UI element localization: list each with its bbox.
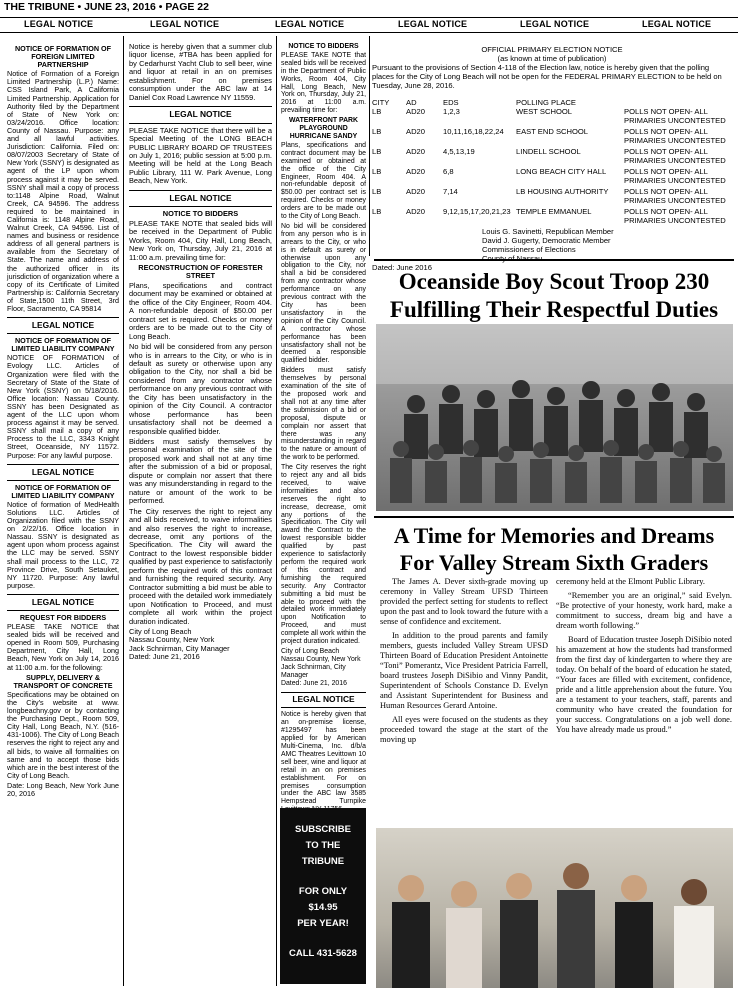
table-cell: 9,12,15,17,20,21,23 [443,207,511,216]
column-divider [369,36,370,256]
students-photo-figures [376,828,733,988]
column-divider [276,36,277,986]
notice-body: PLEASE TAKE NOTICE that sealed bids will be received and opened in Room 509, Purchasing Department, City Hall, Long Beach, New York on July 14, 2016 at 11:00 a.m. for the following: [7,622,119,672]
notice-title: NOTICE OF FORMATION OF FOREIGN LIMITED PARTNERSHIP [14,44,112,70]
table-cell: 1,2,3 [443,107,460,116]
table-row [372,147,732,167]
election-subtitle: (as known at time of publication) [497,54,607,63]
notice-body: Notice is hereby given that a summer club liquor license, #TBA has been applied for by Cedarhurst Yacht Club to sell beer, wine and liquor at retail in an on premises establishment. For on premises consumption under the ABC law at 14 Daniel Cox Road Lawrence NY 11559. [129,42,272,102]
table-row [372,187,732,207]
headline-line: A Time for Memories and Dreams [393,523,715,548]
divider [129,206,272,207]
notice-body: Plans, specifications and contract document may be examined or obtained at the office of the City Engineer, Room 404. A non-refundable deposit of $50.00 per contract set is required. Checks or money orders are to be made out to the City of Long Beach. [129,280,272,341]
signature-line: Commissioners of Elections [482,245,576,254]
table-cell: POLLS NOT OPEN- ALL PRIMARIES UNCONTESTED [624,207,726,225]
divider [129,106,272,107]
divider [281,692,366,693]
notice-title: NOTICE OF FORMATION OF LIMITED LIABILITY COMPANY [11,482,115,500]
legal-notice-label: LEGAL NOTICE [169,192,232,203]
story-column-left [380,577,548,749]
signature-line: City of Long Beach [281,647,340,655]
table-cell: AD20 [406,107,425,116]
polling-table [372,98,732,227]
table-cell: WEST SCHOOL [516,107,572,116]
table-cell: LB [372,167,382,176]
table-row [372,107,732,127]
notice-title: REQUEST FOR BIDDERS [19,613,107,622]
table-header-row [372,98,732,107]
signature-line: Nassau County, New York [129,635,215,645]
legal-column-2 [129,36,272,986]
scout-troop-photo [376,324,733,511]
column-header [624,98,732,107]
table-cell: 7,14 [443,187,458,196]
notice-body: No bid will be considered from any person who is in arrears to the City, or who is in default as surety or otherwise upon any obligation to the City, nor shall a bid be considered from any contractor whose performance on any previous contract with the City has been unsatisfactory in the opinion of the City Council. A contractor whose performance has been unsatisfactory shall not be deemed a responsible qualified bidder. [281,222,366,365]
table-cell: EAST END SCHOOL [516,127,589,136]
section-rule [374,259,734,261]
story-column-right [556,577,732,739]
table-cell: LB [372,107,382,116]
election-title: OFFICIAL PRIMARY ELECTION NOTICE [481,45,623,54]
notice-body: The City reserves the right to reject any and all bids received, to waive informalities and also reserves the right to increase, decrease, omit any portions of the Specification. The City will award the Contract to the lowest responsible bidder qualified by past experience to satisfactorily perform the required work of this contract and furnishing the required security. Any Contractor submitting a bid must be able to proceed with the detailed work immediately upon Notification to Proceed, and must complete all work within the project duration indicated. [281,464,366,646]
legal-column-3 [281,36,366,806]
subscribe-line: PER YEAR! [297,918,349,929]
story-paragraph: In addition to the proud parents and family members, guests included Valley Stream UFSD Thirteen Board of Education President Antoinette “Toni” Pomerantz, Vice President Patricia Farrell, board trustees Joseph DiSibio and Vinny Pandit, Superintendent of Schools Constance D. Evelyn and Assistant Superintendent for Business and Human Resources Gerard Antoine. [380,631,548,710]
scout-photo-figures [376,324,733,511]
table-cell: LB [372,147,382,156]
election-intro: Pursuant to the provisions of Section 4-118 of the Election law, notice is hereby given that the polling places for the City of Long Beach will not be open for the FEDERAL PRIMARY ELECTION to be held on Tuesday, June 28, 2016. [372,63,722,90]
table-cell: LB HOUSING AUTHORITY [516,187,609,196]
header-label: LEGAL NOTICE [275,19,345,29]
story-paragraph: ceremony held at the Elmont Public Library. [556,577,705,586]
notice-title: NOTICE TO BIDDERS [288,43,359,50]
subscribe-line: TRIBUNE [301,856,345,867]
signature-line: Jack Schnirman, City Manager [281,663,346,679]
table-cell: 10,11,16,18,22,24 [443,127,504,136]
signature-line: Jack Schnirman, City Manager [129,643,230,653]
table-cell: AD20 [406,127,425,136]
column-header: POLLING PLACE [516,98,576,107]
legal-column-1 [7,36,119,986]
subscribe-line: FOR ONLY [298,886,348,897]
subscribe-box [280,808,366,984]
subscribe-price: $14.95 [308,902,338,913]
notice-body: PLEASE TAKE NOTE that sealed bids will be received in the Department of Public Works, Room 404, City Hall, Long Beach, New York on, Thursday, July 21, 2016 at 11:00 a.m. prevailing time for: [129,218,272,262]
table-cell: LB [372,127,382,136]
divider [7,480,119,481]
notice-date: Date: Long Beach, New York June 20, 2016 [7,780,119,798]
signature-line: City of Long Beach [129,627,192,636]
story-paragraph: “Remember you are an original,” said Evelyn. “Be protective of your honesty, work hard, make a commitment to success, dream big and have a dream worth following.” [556,591,732,630]
notice-body: Notice of formation of MedHealth Solutions LLC. Articles of Organization filed with the SSNY on 2/22/16. Office location in Nassau. SSNY is designated as agent upon whom process against the LLC may be served. SSNY shall mail process to the LLC, 72 Province Drive, South Setauket, NY 11720. Purpose: Any lawful purpose. [7,499,119,590]
column-header: EDS [443,98,459,107]
table-cell: LINDELL SCHOOL [516,147,581,156]
legal-notice-label: LEGAL NOTICE [31,466,95,477]
header-label: LEGAL NOTICE [642,19,712,29]
notice-item: WATERFRONT PARK PLAYGROUND HURRICANE SANDY [288,117,359,140]
signature-line: Dated: June 21, 2016 [281,679,347,687]
table-cell: TEMPLE EMMANUEL [516,207,592,216]
masthead: THE TRIBUNE • JUNE 23, 2016 • PAGE 22 [4,1,209,13]
notice-body: The City reserves the right to reject any and all bids received, to waive informalities and also reserves the right to increase, decrease, omit any portions of the Specification. The City will award the Contract to the lowest responsible bidder qualified by past experience to satisfactorily perform the required work of this contract and furnishing the required security. Any Contractor submitting a bid must be able to proceed with the detailed work immediately upon Notification to Proceed, and must complete all work within the project duration indicated. [129,506,272,626]
signature-line: Nassau County, New York [281,655,361,663]
election-notice [372,45,732,272]
notice-body: NOTICE OF FORMATION of Evology LLC. Articles of Organization were filed with the Secretary of State of the State of New York (SSNY) on 5/18/2016. Office location: Nassau County. SSNY has been Designated as agent of the LLC upon whom process against it may be served. SSNY shall mail a copy of any Process to the LLC, 3343 Knight Street, Oceanside, NY 11572. Purpose: For any lawful purpose. [7,353,119,460]
header-label: LEGAL NOTICE [398,19,468,29]
table-cell: 6,8 [443,167,454,176]
divider [129,190,272,191]
table-cell: POLLS NOT OPEN- ALL PRIMARIES UNCONTESTED [624,127,726,145]
students-photo [376,828,733,988]
notice-body: PLEASE TAKE NOTICE that there will be a Special Meeting of the LONG BEACH PUBLIC LIBRARY BOARD OF TRUSTEES on July 1, 2016; public session at 5:00 p.m. Meeting will be held at the Long Beach Public Library, 111 W. Park Avenue, Long Beach, New York. [129,125,272,186]
notice-body: No bid will be considered from any person who is in arrears to the City, or who is in default as surety or otherwise upon any obligation to the City, nor shall a bid be considered from any contractor whose performance on any previous contract with the City has been unsatisfactory in the opinion of the City Council. A contractor whose performance has been unsatisfactory shall not be deemed a responsible qualified bidder. [129,342,272,436]
notice-body: Bidders must satisfy themselves by personal examination of the site of the proposed work and shall not at any time after the submission of a bid or proposal, dispute or complain nor assert that there was any misunderstanding in regard to the nature or amount of the work to be performed. [281,367,366,462]
legal-notice-label: LEGAL NOTICE [292,693,355,704]
table-cell: AD20 [406,167,425,176]
subscribe-line: SUBSCRIBE [295,824,351,835]
legal-notice-label: LEGAL NOTICE [169,109,232,120]
election-dated: Dated: June 2016 [372,263,432,272]
divider [129,123,272,124]
column-divider [123,36,124,986]
header-label: LEGAL NOTICE [520,19,590,29]
table-row [372,207,732,227]
notice-body: Specifications may be obtained on the City's website at www. longbeachny.gov or by contacting the Purchasing Dept., Room 509, City Hall, Long Beach, N.Y. (516-431-1006). The City of Long Beach reserves the right to reject any and all bids, to waive all formalities on same and to accept those bids which are in the best interest of the City of Long Beach. [7,689,119,780]
column-header: CITY [372,98,390,107]
notice-body: PLEASE TAKE NOTE that sealed bids will be received in the Department of Public Works, Room 404, City Hall, Long Beach, New York on, Thursday, July 21, 2016 at 11:00 a.m. prevailing time for: [281,51,366,115]
table-cell: POLLS NOT OPEN- ALL PRIMARIES UNCONTESTED [624,187,726,205]
table-cell: POLLS NOT OPEN- ALL PRIMARIES UNCONTESTED [624,147,726,165]
signature-line: County of Nassau [482,254,543,263]
legal-notice-label: LEGAL NOTICE [31,320,95,331]
signature-line: Dated: June 21, 2016 [129,652,200,662]
divider [7,333,119,334]
notice-body: Plans, specifications and contract document may be examined or obtained at the office of the City Engineer, Room 404. A non-refundable deposit of $50.00 per contract set is required. Checks or money orders are to be made out to the City of Long Beach. [281,141,366,221]
table-row [372,127,732,147]
legal-notice-header-bar [0,17,738,33]
scouts-headline [376,268,732,324]
table-row [372,167,732,187]
table-cell: POLLS NOT OPEN- ALL PRIMARIES UNCONTESTED [624,167,726,185]
notice-title: NOTICE OF FORMATION OF LIMITED LIABILITY COMPANY [11,336,115,354]
story-paragraph: Board of Education trustee Joseph DiSibio noted his amazement at how the students had transformed from the first day of kindergarten to where they are today. On behalf of the board of education he stated, “Your faces are filled with excitement, confidence, pride and a little apprehension about the future. You are a testament to your teachers, staff, parents and community who have created the foundation for your success. Congratulations on a job well done. You have already made us proud.” [556,635,732,734]
column-header: AD [406,98,417,107]
story-paragraph: All eyes were focused on the students as they proceeded toward the stage at the start of the moving up [380,715,548,744]
table-cell: LB [372,187,382,196]
legal-notice-label: LEGAL NOTICE [31,596,95,607]
notice-item: SUPPLY, DELIVERY & TRANSPORT OF CONCRETE [13,672,113,690]
notice-title: NOTICE TO BIDDERS [162,209,239,219]
notice-body: Notice of Formation of a Foreign Limited Partnership (L.P.) Name: CSS Island Park, A California Limited Partnership. Application for Authority filed by the Department of State of New York on: 03/24/2016. Office location: County of Nassau. Purpose: any and all lawful activities. Jurisdiction: California. Filed on: 08/07/2003 Secretary of State of New York (SSNY) is designated as agent of the LP upon whom process against it may be served. SSNY shall mail a copy of process to:1148 Alpine Road, Walnut Creek, CA 94596. The address required to be maintained in California is: 1148 Alpine Road, Walnut Creek, CA 94596. List of names and business or residence address of all general partners is available from the Secretary of State. The name and address of the authorized officer in its jurisdiction of organization where a copy of its Certificate of Limited Partnership is: California Secretary of State,1500 11th Street, 3rd Floor, Sacramento, CA 95814 [7,69,119,313]
divider [7,317,119,318]
headline-line: Fulfilling Their Respectful Duties [389,297,719,322]
section-rule [374,516,734,518]
table-cell: 4,5,13,19 [443,147,475,156]
divider [7,464,119,465]
divider [7,610,119,611]
header-label: LEGAL NOTICE [150,19,220,29]
notice-body: Bidders must satisfy themselves by personal examination of the site of the proposed work and shall not at any time after the submission of a bid or proposal, dispute or complain nor assert that there was any misunderstanding in regard to the nature or amount of the work to be performed. [129,437,272,506]
header-label: LEGAL NOTICE [24,19,94,29]
notice-item: RECONSTRUCTION OF FORESTER STREET [138,262,263,281]
table-cell: POLLS NOT OPEN- ALL PRIMARIES UNCONTESTED [624,107,726,125]
headline-line: Oceanside Boy Scout Troop 230 [398,269,710,294]
story-paragraph: The James A. Dever sixth-grade moving up ceremony in Valley Stream UFSD Thirteen provided the perfect setting for students to reflect upon the past and to look toward the future with a sense of confidence and excitement. [380,577,548,626]
table-cell: LONG BEACH CITY HALL [516,167,607,176]
headline-line: For Valley Stream Sixth Graders [399,550,709,575]
subscribe-line: TO THE [305,840,341,851]
table-cell: LB [372,207,382,216]
divider [281,707,366,708]
subscribe-phone: CALL 431-5628 [289,948,357,959]
story-headline [376,522,732,576]
notice-body: Notice is hereby given that an on-premise license, #1295497 has been applied for by American Multi-Cinema, Inc. d/b/a AMC Theatres Levittown 10 sell beer, wine and liquor at retail in an on premises establishment. For on premises consumption under the ABC law 3585 Hempstead Turnpike [281,711,366,806]
table-cell: AD20 [406,187,425,196]
table-cell: AD20 [406,207,425,216]
signature-line: Louis G. Savinetti, Republican Member [482,227,614,236]
divider [7,594,119,595]
signature-line: David J. Gugerty, Democratic Member [482,236,611,245]
table-cell: AD20 [406,147,425,156]
